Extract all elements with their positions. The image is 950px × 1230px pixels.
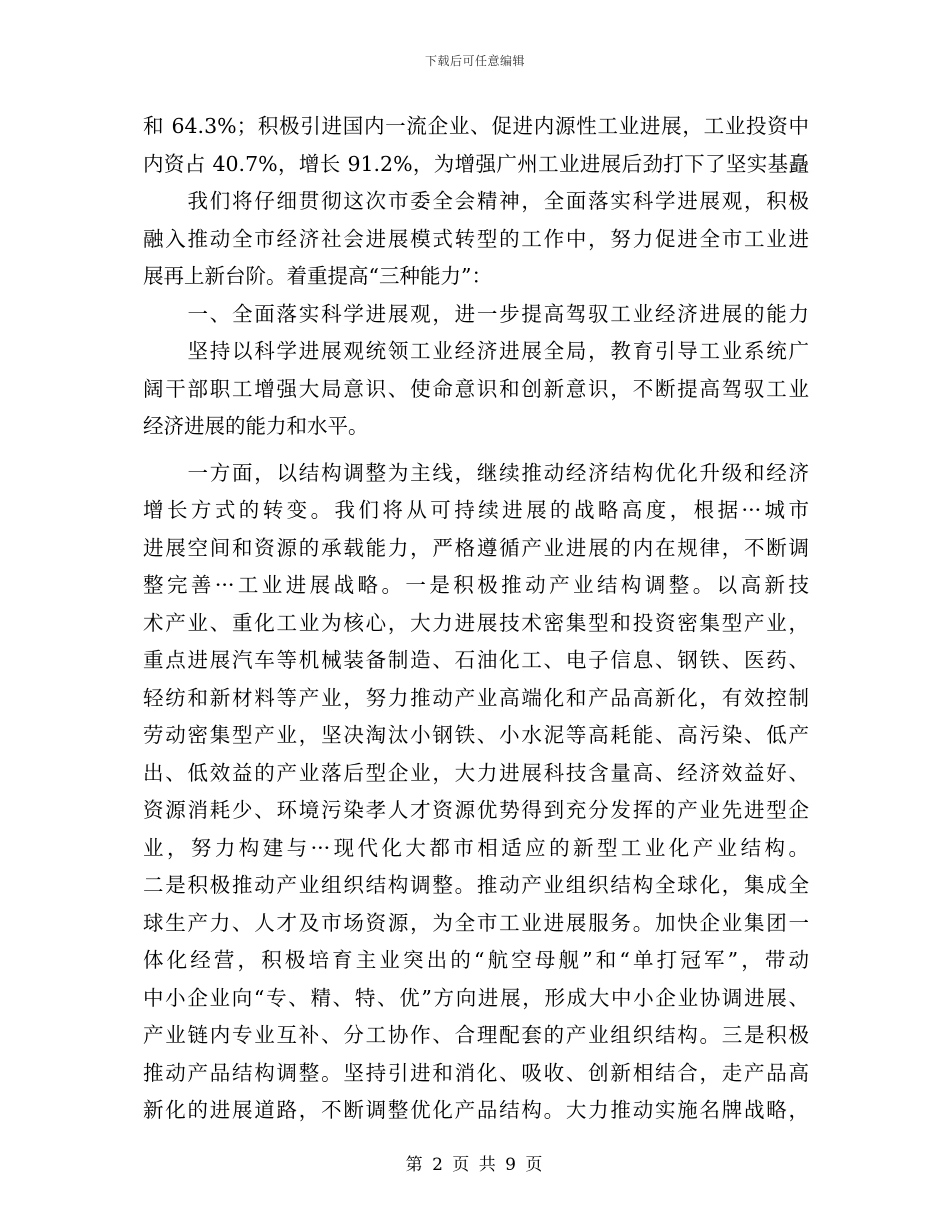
body-line: 重点进展汽车等机械装备制造、石油化工、电子信息、钢铁、医药、 xyxy=(143,648,809,672)
body-line: 术产业、重化工业为核心，大力进展技术密集型和投资密集型产业， xyxy=(143,610,809,635)
body-line: 新化的进展道路，不断调整优化产品结构。大力推动实施名牌战略， xyxy=(143,1098,809,1122)
body-line: 产业链内专业互补、分工协作、合理配套的产业组织结构。三是积极 xyxy=(143,1023,809,1047)
page-number: 第 2 页 共 9 页 xyxy=(405,1155,545,1175)
body-line: 和 64.3%；积极引进国内一流企业、促进内源性工业进展，工业投资中 xyxy=(143,114,809,138)
page-header: 下载后可任意编辑 xyxy=(424,54,525,68)
body-line: 阔干部职工增强大局意识、使命意识和创新意识，不断提高驾驭工业 xyxy=(143,376,809,401)
body-line: 融入推动全市经济社会进展模式转型的工作中，努力促进全市工业进 xyxy=(143,226,809,251)
body-line: 整完善···工业进展战略。一是积极推动产业结构调整。以高新技 xyxy=(143,573,809,597)
body-line: 增长方式的转变。我们将从可持续进展的战略高度，根据···城市 xyxy=(143,498,809,522)
document-body xyxy=(143,108,809,1130)
body-line: 中小企业向“专、精、特、优”方向进展，形成大中小企业协调进展、 xyxy=(143,985,809,1010)
body-line: 坚持以科学进展观统领工业经济进展全局，教育引导工业系统广 xyxy=(143,339,809,363)
body-line: 经济进展的能力和水平。 xyxy=(143,414,369,438)
body-line: 劳动密集型产业，坚决淘汰小钢铁、小水泥等高耗能、高污染、低产 xyxy=(143,723,809,747)
body-line: 轻纺和新材料等产业，努力推动产业高端化和产品高新化，有效控制 xyxy=(143,685,809,710)
body-line: 二是积极推动产业组织结构调整。推动产业组织结构全球化，集成全 xyxy=(143,873,809,897)
body-line: 内资占 40.7%，增长 91.2%，为增强广州工业进展后劲打下了坚实基矗 xyxy=(143,151,809,176)
body-line: 出、低效益的产业落后型企业，大力进展科技含量高、经济效益好、 xyxy=(143,760,809,785)
body-line: 一方面，以结构调整为主线，继续推动经济结构优化升级和经济 xyxy=(143,460,809,485)
body-line: 体化经营，积极培育主业突出的“航空母舰”和“单打冠军”，带动 xyxy=(143,948,809,972)
body-line: 资源消耗少、环境污染孝人才资源优势得到充分发挥的产业先进型企 xyxy=(143,798,809,822)
body-line: 展再上新台阶。着重提高“三种能力”： xyxy=(143,264,492,288)
body-line: 业，努力构建与···现代化大都市相适应的新型工业化产业结构。 xyxy=(143,835,809,860)
body-line: 我们将仔细贯彻这次市委全会精神，全面落实科学进展观，积极 xyxy=(143,189,809,213)
body-line: 进展空间和资源的承载能力，严格遵循产业进展的内在规律，不断调 xyxy=(143,535,809,560)
body-line: 球生产力、人才及市场资源，为全市工业进展服务。加快企业集团一 xyxy=(143,910,809,935)
body-line: 推动产品结构调整。坚持引进和消化、吸收、创新相结合，走产品高 xyxy=(143,1060,809,1085)
section-heading: 一、全面落实科学进展观，进一步提高驾驭工业经济进展的能力 xyxy=(143,301,809,326)
